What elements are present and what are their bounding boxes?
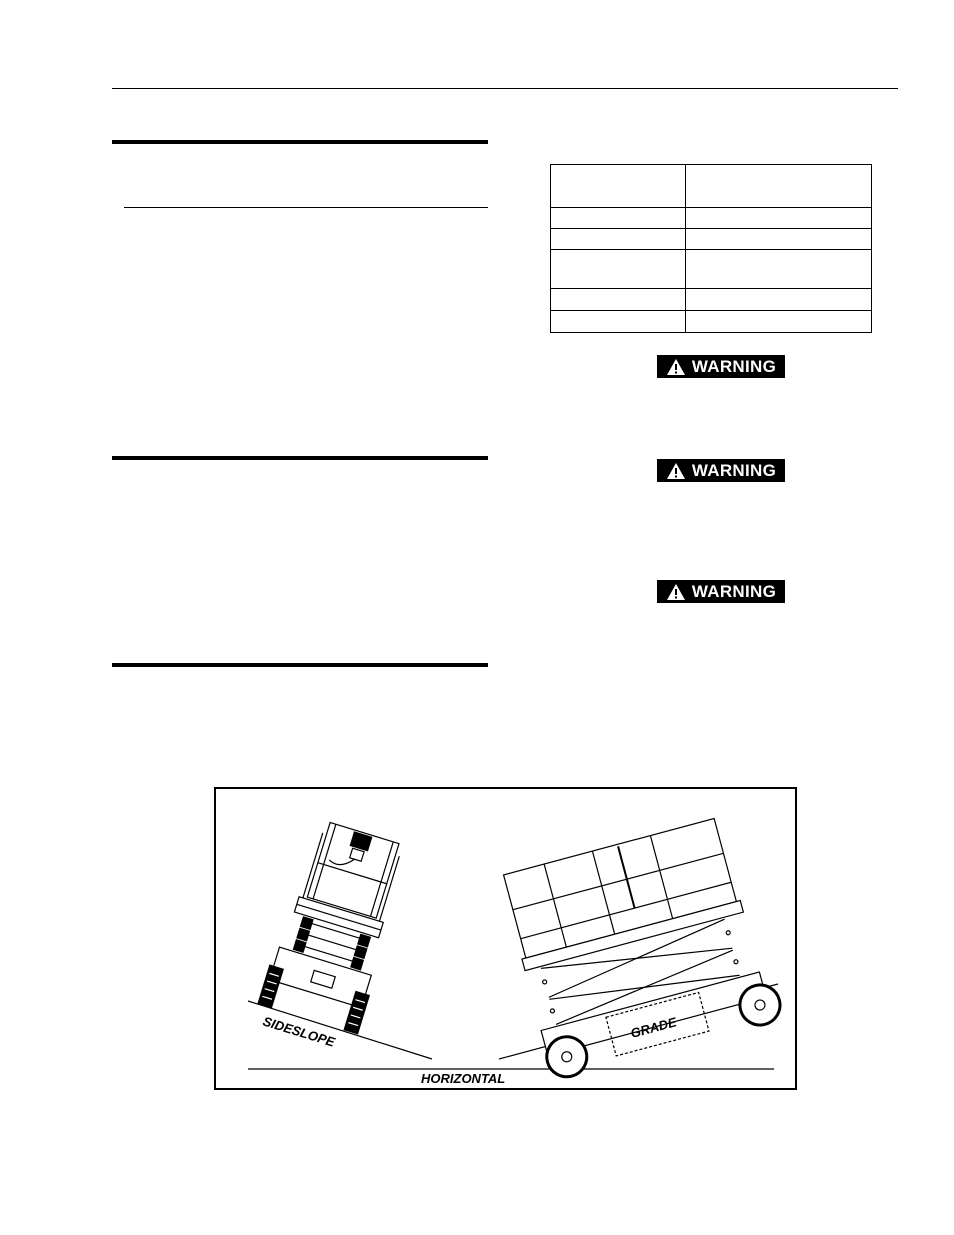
warning-triangle-icon xyxy=(666,583,686,601)
table-cell xyxy=(551,250,686,289)
table-row xyxy=(551,208,872,229)
table-cell xyxy=(551,208,686,229)
sideslope-label: SIDESLOPE xyxy=(261,1013,337,1050)
warning-label: WARNING xyxy=(691,460,777,480)
table-cell xyxy=(551,289,686,311)
warning-triangle-icon xyxy=(666,462,686,480)
warning-label: WARNING xyxy=(691,356,777,376)
table-cell xyxy=(686,208,872,229)
header-rule xyxy=(112,88,898,89)
section-rule-1 xyxy=(112,140,488,144)
section-subrule-1 xyxy=(124,207,488,208)
sideslope-lift-drawing xyxy=(258,818,414,1034)
grade-lift-drawing xyxy=(498,814,785,1081)
warning-triangle-icon xyxy=(666,358,686,376)
table-cell xyxy=(686,165,872,208)
table-cell xyxy=(686,289,872,311)
table-cell xyxy=(686,311,872,333)
grade-label: GRADE xyxy=(628,1014,679,1041)
section-rule-2 xyxy=(112,456,488,460)
table-cell xyxy=(551,311,686,333)
table-row xyxy=(551,311,872,333)
horizontal-label: HORIZONTAL xyxy=(421,1071,506,1086)
table-row xyxy=(551,250,872,289)
spec-table xyxy=(550,164,872,333)
table-cell xyxy=(551,229,686,250)
table-cell xyxy=(551,165,686,208)
warning-banner-2 xyxy=(657,459,785,482)
slope-figure xyxy=(214,787,797,1090)
slope-illustration xyxy=(216,789,795,1088)
section-rule-3 xyxy=(112,663,488,667)
table-row xyxy=(551,289,872,311)
table-row xyxy=(551,165,872,208)
table-cell xyxy=(686,250,872,289)
warning-label: WARNING xyxy=(691,581,777,601)
table-cell xyxy=(686,229,872,250)
warning-banner-1 xyxy=(657,355,785,378)
table-row xyxy=(551,229,872,250)
warning-banner-3 xyxy=(657,580,785,603)
